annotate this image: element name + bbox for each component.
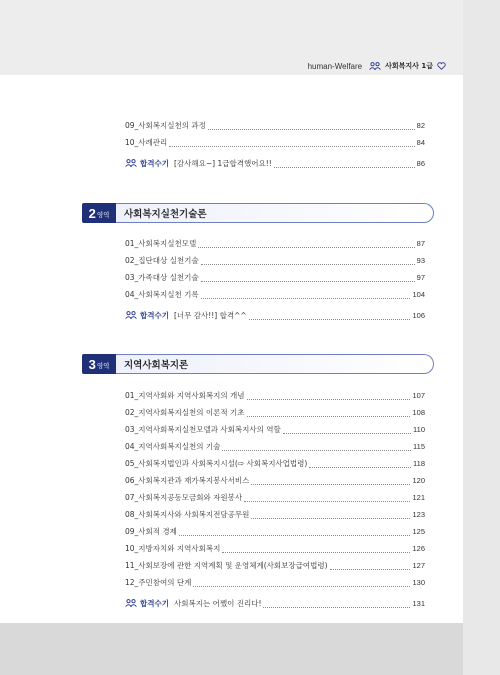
testimonial-title: [감사해요~] 1급합격했어요!! bbox=[173, 159, 272, 168]
toc-page: 97 bbox=[416, 273, 425, 282]
testimonial-title: [너무 감사!!] 합격^^ bbox=[173, 311, 247, 320]
people-icon bbox=[125, 159, 137, 167]
leader-dots bbox=[208, 119, 415, 130]
people-icon bbox=[125, 311, 137, 319]
section-unit: 영역 bbox=[96, 211, 110, 219]
toc-row[interactable] bbox=[125, 269, 425, 286]
leader-dots bbox=[179, 525, 411, 536]
toc-page: 104 bbox=[412, 290, 425, 299]
toc-continued bbox=[125, 117, 425, 172]
section-title-box bbox=[116, 203, 434, 223]
toc-page: 115 bbox=[413, 442, 425, 451]
toc-row[interactable] bbox=[125, 387, 425, 404]
toc-row[interactable] bbox=[125, 455, 425, 472]
leader-dots bbox=[309, 457, 411, 468]
testimonial-label: 합격수기 bbox=[140, 599, 169, 608]
toc-row[interactable] bbox=[125, 506, 425, 523]
leader-dots bbox=[222, 542, 410, 553]
toc-page: 125 bbox=[412, 527, 425, 536]
leader-dots bbox=[251, 474, 410, 485]
leader-dots bbox=[247, 406, 411, 417]
toc-row[interactable] bbox=[125, 438, 425, 455]
leader-dots bbox=[222, 440, 411, 451]
toc-title: 10_사례관리 bbox=[125, 138, 168, 147]
toc-title: 05_사회복지법인과 사회복지시설(⇨ 사회복지사업법령) bbox=[125, 459, 308, 468]
toc-title: 02_지역사회복지실천의 이론적 기초 bbox=[125, 408, 245, 417]
page-side-margin bbox=[463, 0, 500, 675]
section-number: 2 bbox=[88, 205, 96, 221]
toc-title: 07_사회복지공동모금회와 자원봉사 bbox=[125, 493, 243, 502]
leader-dots bbox=[201, 271, 415, 282]
toc-title: 09_사회복지실천의 과정 bbox=[125, 121, 206, 130]
toc-row[interactable] bbox=[125, 472, 425, 489]
leader-dots bbox=[249, 309, 411, 320]
leader-dots bbox=[169, 136, 414, 147]
people-icon bbox=[369, 62, 381, 70]
header-brand: human-Welfare bbox=[307, 61, 363, 71]
toc-title: 04_사회복지실천 기록 bbox=[125, 290, 199, 299]
toc-page: 108 bbox=[412, 408, 425, 417]
toc-row[interactable] bbox=[125, 489, 425, 506]
toc-title: 09_사회적 경제 bbox=[125, 527, 177, 536]
toc-row[interactable] bbox=[125, 421, 425, 438]
toc-page: 107 bbox=[412, 391, 425, 400]
section-title: 사회복지실천기술론 bbox=[124, 209, 207, 220]
toc-row[interactable] bbox=[125, 134, 425, 151]
toc-page: 131 bbox=[412, 599, 425, 608]
toc-title: 12_주민참여의 단계 bbox=[125, 578, 192, 587]
toc-page: 110 bbox=[413, 425, 425, 434]
toc-page: 118 bbox=[413, 459, 425, 468]
leader-dots bbox=[330, 559, 411, 570]
section-number-badge bbox=[82, 203, 116, 223]
toc-page: 120 bbox=[412, 476, 425, 485]
header-tag: 사회복지사 1급 bbox=[385, 62, 433, 70]
section-number-badge bbox=[82, 354, 116, 374]
toc-title: 03_가족대상 실천기술 bbox=[125, 273, 199, 282]
toc-title: 02_집단대상 실천기술 bbox=[125, 256, 199, 265]
leader-dots bbox=[283, 423, 411, 434]
leader-dots bbox=[263, 597, 410, 608]
toc-page: 84 bbox=[416, 138, 425, 147]
toc-title: 01_사회복지실천모델 bbox=[125, 239, 197, 248]
section-3-toc bbox=[125, 387, 425, 612]
toc-page: 121 bbox=[412, 493, 425, 502]
section-3-header[interactable] bbox=[82, 354, 434, 374]
section-title: 지역사회복지론 bbox=[124, 360, 189, 371]
toc-page: 87 bbox=[416, 239, 425, 248]
page-bottom-margin bbox=[0, 623, 463, 675]
section-title-box bbox=[116, 354, 434, 374]
leader-dots bbox=[193, 576, 410, 587]
toc-page: 126 bbox=[412, 544, 425, 553]
testimonial-row[interactable] bbox=[125, 155, 425, 172]
people-icon bbox=[125, 599, 137, 607]
section-2-toc bbox=[125, 235, 425, 324]
section-2-header[interactable] bbox=[82, 203, 434, 223]
leader-dots bbox=[251, 508, 410, 519]
leader-dots bbox=[274, 157, 415, 168]
toc-row[interactable] bbox=[125, 286, 425, 303]
toc-row[interactable] bbox=[125, 523, 425, 540]
toc-page: 127 bbox=[412, 561, 425, 570]
testimonial-title: 사회복지는 어쨌이 진리다! bbox=[173, 599, 262, 608]
toc-row[interactable] bbox=[125, 117, 425, 134]
toc-title: 01_지역사회와 지역사회복지의 개념 bbox=[125, 391, 245, 400]
toc-row[interactable] bbox=[125, 574, 425, 591]
toc-page: 93 bbox=[416, 256, 425, 265]
running-header bbox=[308, 61, 446, 71]
section-number: 3 bbox=[88, 356, 96, 372]
heart-icon bbox=[437, 62, 446, 70]
toc-title: 03_지역사회복지실천모델과 사회복지사의 역할 bbox=[125, 425, 281, 434]
toc-title: 08_사회복지사와 사회복지전담공무원 bbox=[125, 510, 250, 519]
leader-dots bbox=[201, 288, 411, 299]
toc-page: 86 bbox=[416, 159, 425, 168]
toc-row[interactable] bbox=[125, 540, 425, 557]
leader-dots bbox=[198, 237, 414, 248]
leader-dots bbox=[247, 389, 411, 400]
testimonial-row[interactable] bbox=[125, 595, 425, 612]
section-unit: 영역 bbox=[96, 362, 110, 370]
testimonial-label: 합격수기 bbox=[140, 311, 169, 320]
testimonial-row[interactable] bbox=[125, 307, 425, 324]
toc-title: 04_지역사회복지실천의 기술 bbox=[125, 442, 221, 451]
toc-page: 123 bbox=[412, 510, 425, 519]
toc-page: 82 bbox=[416, 121, 425, 130]
toc-page: 130 bbox=[412, 578, 425, 587]
toc-row[interactable] bbox=[125, 252, 425, 269]
toc-title: 06_사회복지관과 재가복지봉사서비스 bbox=[125, 476, 250, 485]
toc-row[interactable] bbox=[125, 235, 425, 252]
testimonial-label: 합격수기 bbox=[140, 159, 169, 168]
leader-dots bbox=[244, 491, 410, 502]
toc-page: 106 bbox=[412, 311, 425, 320]
leader-dots bbox=[201, 254, 415, 265]
toc-row[interactable] bbox=[125, 404, 425, 421]
toc-title: 11_사회보장에 관한 지역계획 및 운영체계(사회보장급여법령) bbox=[125, 561, 328, 570]
toc-title: 10_지방자치와 지역사회복지 bbox=[125, 544, 221, 553]
toc-row[interactable] bbox=[125, 557, 425, 574]
